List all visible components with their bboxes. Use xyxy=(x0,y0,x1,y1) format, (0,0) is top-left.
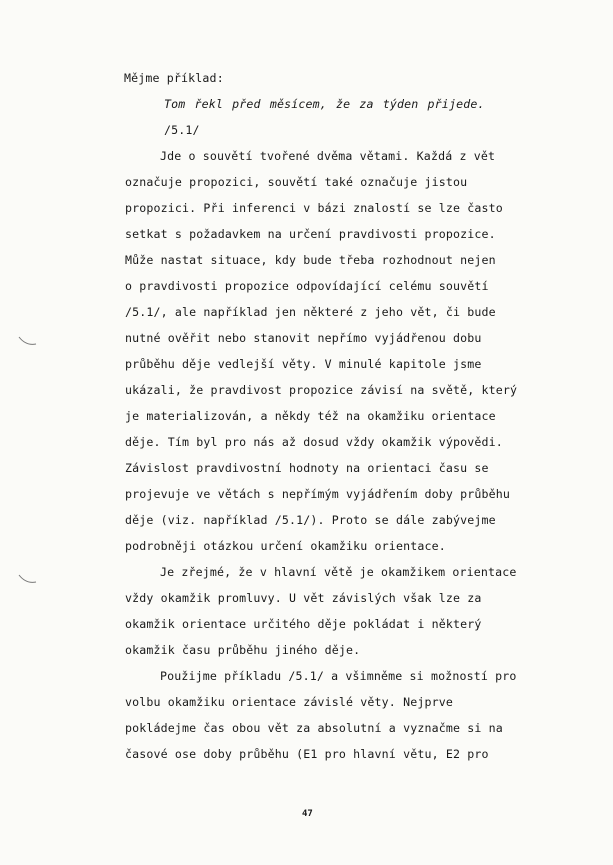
paragraph-line: děje (viz. například /5.1/). Proto se dále zabývejme xyxy=(125,513,496,527)
paragraph-line: nutné ověřit nebo stanovit nepřímo vyjádřenou dobu xyxy=(125,331,482,345)
paragraph-line: projevuje ve větách s nepřímým vyjádřením doby průběhu xyxy=(125,487,511,501)
paragraph-line: Jde o souvětí tvořené dvěma větami. Každá z vět xyxy=(160,149,496,163)
intro-line: Mějme příklad: xyxy=(124,71,224,85)
paragraph-line: podrobněji otázkou určení okamžiku orientace. xyxy=(125,539,446,553)
paragraph-line: Je zřejmé, že v hlavní větě je okamžikem orientace xyxy=(160,565,517,579)
punch-hole-mark-icon xyxy=(18,334,38,348)
paragraph-line: okamžik orientace určitého děje pokládat i některý xyxy=(125,617,482,631)
paragraph-line: je materializován, a někdy též na okamžiku orientace xyxy=(125,409,496,423)
paragraph-line: setkat s požadavkem na určení pravdivosti propozice. xyxy=(125,227,496,241)
paragraph-line: děje. Tím byl pro nás až dosud vždy okamžik výpovědi. xyxy=(125,435,503,449)
paragraph-line: Může nastat situace, kdy bude třeba rozhodnout nejen xyxy=(125,253,496,267)
punch-hole-mark-icon xyxy=(18,572,38,586)
paragraph-line: Použijme příkladu /5.1/ a všimněme si možností pro xyxy=(160,669,517,683)
paragraph-line: Závislost pravdivostní hodnoty na orientaci času se xyxy=(125,461,489,475)
paragraph-line: pokládejme čas obou vět za absolutní a vyznačme si na xyxy=(125,721,503,735)
paragraph-line: /5.1/, ale například jen některé z jeho vět, či bude xyxy=(125,305,496,319)
paragraph-line: okamžik času průběhu jiného děje. xyxy=(125,643,361,657)
example-sentence: Tom řekl před měsícem, že za týden přijede. xyxy=(164,97,485,111)
page-number: 47 xyxy=(302,809,313,819)
paragraph-line: volbu okamžiku orientace závislé věty. Nejprve xyxy=(125,695,453,709)
paragraph-line: propozici. Při inferenci v bázi znalostí se lze často xyxy=(125,201,503,215)
paragraph-line: průběhu děje vedlejší věty. V minulé kapitole jsme xyxy=(125,357,482,371)
paragraph-line: o pravdivosti propozice odpovídající celému souvětí xyxy=(125,279,489,293)
paragraph-line: označuje propozici, souvětí také označuje jistou xyxy=(125,175,468,189)
paragraph-line: vždy okamžik promluvy. U vět závislých však lze za xyxy=(125,591,482,605)
paragraph-line: časové ose doby průběhu (E1 pro hlavní větu, E2 pro xyxy=(125,747,489,761)
paragraph-line: ukázali, že pravdivost propozice závisí na světě, který xyxy=(125,383,518,397)
example-number: /5.1/ xyxy=(164,123,200,137)
